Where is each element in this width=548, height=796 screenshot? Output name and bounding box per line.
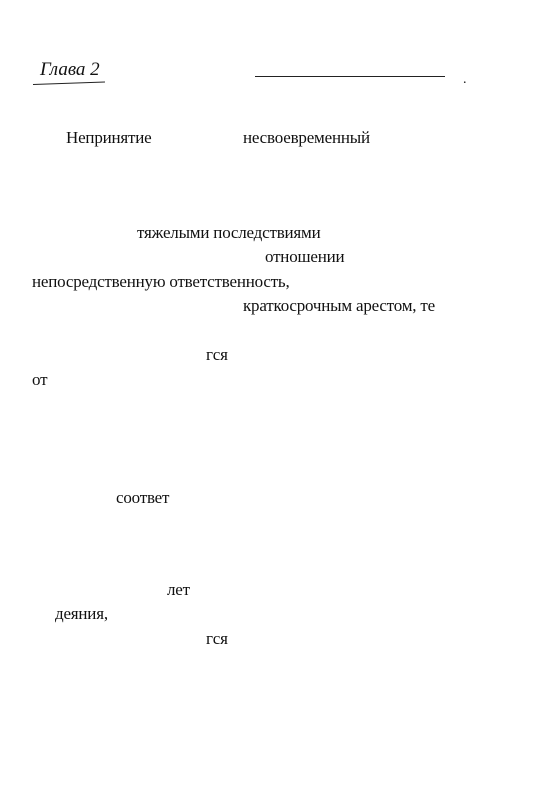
text-fragment-sootvet: соответ bbox=[116, 488, 170, 507]
header-rule bbox=[255, 76, 445, 77]
text-fragment-tyazhelymi-posledstviyami: тяжелыми последствиями bbox=[137, 223, 321, 242]
text-fragment-neposredstvennuyu-otvetstvennost: непосредственную ответственность, bbox=[32, 272, 290, 291]
text-fragment-gsya-2: гся bbox=[206, 629, 228, 648]
text-fragment-neprinyatie: Непринятие bbox=[66, 128, 152, 147]
text-fragment-gsya-1: гся bbox=[206, 345, 228, 364]
chapter-title: Глава 2 bbox=[40, 59, 100, 80]
text-fragment-ot: от bbox=[32, 370, 48, 389]
text-fragment-otnoshenii: отношении bbox=[265, 247, 345, 266]
text-fragment-nesvoevremennyi: несвоевременный bbox=[243, 128, 370, 147]
chapter-title-underline bbox=[33, 81, 105, 85]
text-fragment-let: лет bbox=[167, 580, 190, 599]
header-dot: . bbox=[463, 72, 467, 87]
text-fragment-deyaniya: деяния, bbox=[55, 604, 108, 623]
text-fragment-kratkosrochnym-arestom: краткосрочным арестом, те bbox=[243, 296, 435, 315]
